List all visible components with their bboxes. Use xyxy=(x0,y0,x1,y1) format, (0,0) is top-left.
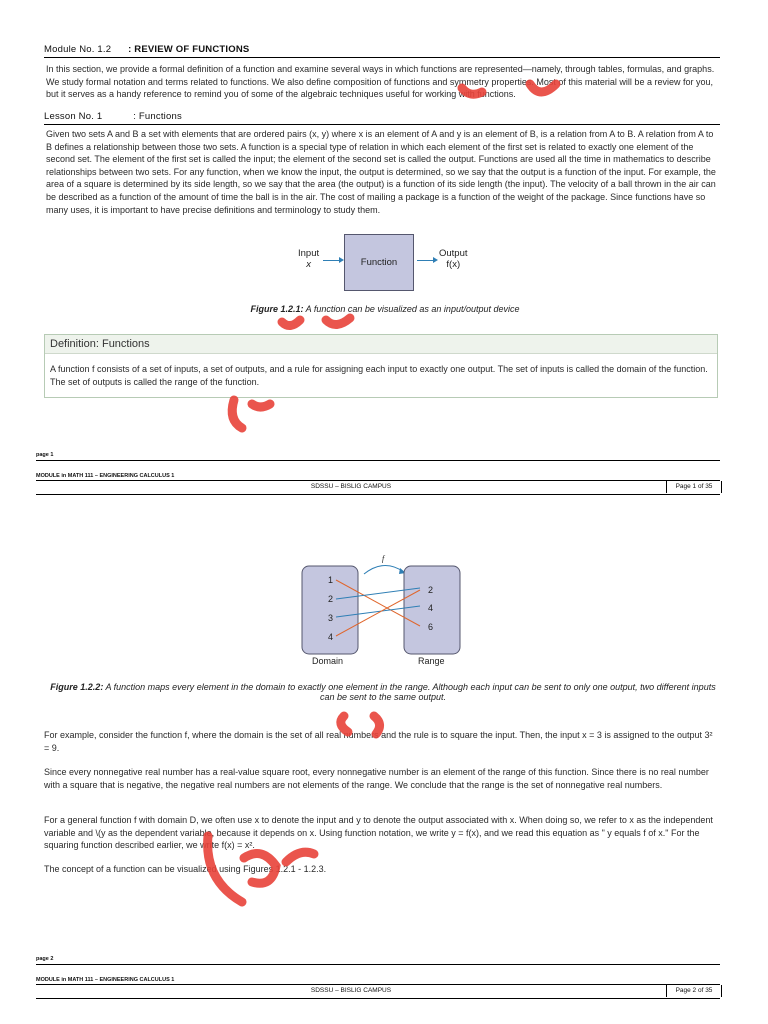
domain-label: Domain xyxy=(312,656,344,666)
concept-paragraph: The concept of a function can be visualized using Figures 1.2.1 - 1.2.3. xyxy=(44,864,327,874)
lesson-title: : Functions xyxy=(133,111,182,122)
definition-text: A function f consists of a set of inputs, a set of outputs, and a rule for assigning each input to exactly one output. The set of inputs is called the domain of the function. The set of outputs is called the range of the function. xyxy=(50,364,708,387)
watermark-stroke xyxy=(326,318,350,325)
page-label: page 1 xyxy=(36,452,54,458)
watermark-stroke xyxy=(374,716,380,734)
range-value: 4 xyxy=(428,603,434,613)
footer-campus: SDSSU – BISLIG CAMPUS xyxy=(310,987,392,994)
domain-value: 3 xyxy=(328,613,334,623)
intro-paragraph: In this section, we provide a formal definition of a function and examine several ways in which functions are represented—namely, through tables, formulas, and graphs. We study formal notation and terms related to functions. We also define composition of functions and symmetry properties. Most of this material will be a review for you, but it serves as a handy reference to remind you of some of the algebraic techniques useful for working with functions. xyxy=(46,64,715,100)
module-label: Module No. 1.2 xyxy=(44,44,112,55)
output-label: Output f(x) xyxy=(439,248,468,270)
definition-title: Definition: Functions xyxy=(45,335,717,354)
footer-page-number: Page 2 of 35 xyxy=(666,985,722,997)
domain-value: 2 xyxy=(328,594,334,604)
figure-number: Figure 1.2.2: xyxy=(50,682,104,692)
figure-caption-text: A function maps every element in the domain to exactly one element in the range. Although each input can be sent to only one output, two different inputs can be sent to the same output. xyxy=(103,682,716,702)
figure-caption-text: A function can be visualized as an input/output device xyxy=(303,304,520,314)
range-value: 6 xyxy=(428,622,434,632)
range-paragraph: Since every nonnegative real number has a real-value square root, every nonnegative number is an element of the range of this function. Since there is no real number with a square that is negative, the negative real numbers are not elements of the range. We conclude that the range is the set of nonnegative real numbers. xyxy=(44,767,709,790)
footer-campus: SDSSU – BISLIG CAMPUS xyxy=(310,483,392,490)
input-label: Input x xyxy=(298,248,320,270)
footer-module: MODULE in MATH 111 – ENGINEERING CALCULUS 1 xyxy=(36,473,175,479)
figure-number: Figure 1.2.1: xyxy=(250,304,304,314)
watermark-stroke xyxy=(208,836,242,902)
example-paragraph: For example, consider the function f, where the domain is the set of all real numbers and the rule is to square the input. Then, the input x = 3 is assigned to the output 3² = 9. xyxy=(44,730,713,753)
domain-value: 1 xyxy=(328,575,334,585)
watermark-stroke xyxy=(286,852,314,862)
f-label: f xyxy=(382,554,385,563)
function-box: Function xyxy=(344,234,414,291)
domain-value: 4 xyxy=(328,632,334,642)
footer-module: MODULE in MATH 111 – ENGINEERING CALCULUS 1 xyxy=(36,977,175,983)
watermark-stroke xyxy=(232,400,242,428)
range-label: Range xyxy=(418,656,445,666)
notation-paragraph: For a general function f with domain D, we often use x to denote the input and y to denote the output associated with x. When doing so, we refer to x as the independent variable and \(y as the dependent variable, because it depends on x. Using function notation, we write y = f(x), and we read this equation as " y equals f of x." For the squaring function described earlier, we write f(x) = x². xyxy=(44,815,713,851)
footer-page-number: Page 1 of 35 xyxy=(666,481,722,493)
watermark-stroke xyxy=(252,404,270,407)
lesson-label: Lesson No. 1 xyxy=(44,111,103,122)
watermark-stroke xyxy=(244,854,276,884)
watermark-stroke xyxy=(282,320,300,326)
range-value: 2 xyxy=(428,585,434,595)
watermark-stroke xyxy=(530,84,556,92)
module-title: : REVIEW OF FUNCTIONS xyxy=(128,44,250,55)
watermark-stroke xyxy=(462,88,482,94)
watermark-stroke xyxy=(341,716,348,732)
page-label: page 2 xyxy=(36,956,54,962)
functions-paragraph: Given two sets A and B a set with elements that are ordered pairs (x, y) where x is an element of A and y is an element of B, is a relation from A to B. A relation from A to B defines a relationship between those two sets. A function is a special type of relation in which each element of the first set is related to exactly one element of the second set. The element of the first set is called the input; the element of the second set is called the output. Functions are used all the time in mathematics to describe relationships between two sets. For any function, when we know the input, the output is determined, so we say that the output is a function of the input. For example, the area of a square is determined by its side length, so we say that the area (the output) is a function of its side length (the input). The velocity of a ball thrown in the air can be described as a function of the amount of time the ball is in the air. The cost of mailing a package is a function of the weight of the package. Since functions have so many uses, it is important to have precise definitions and terminology to study them. xyxy=(46,129,716,215)
